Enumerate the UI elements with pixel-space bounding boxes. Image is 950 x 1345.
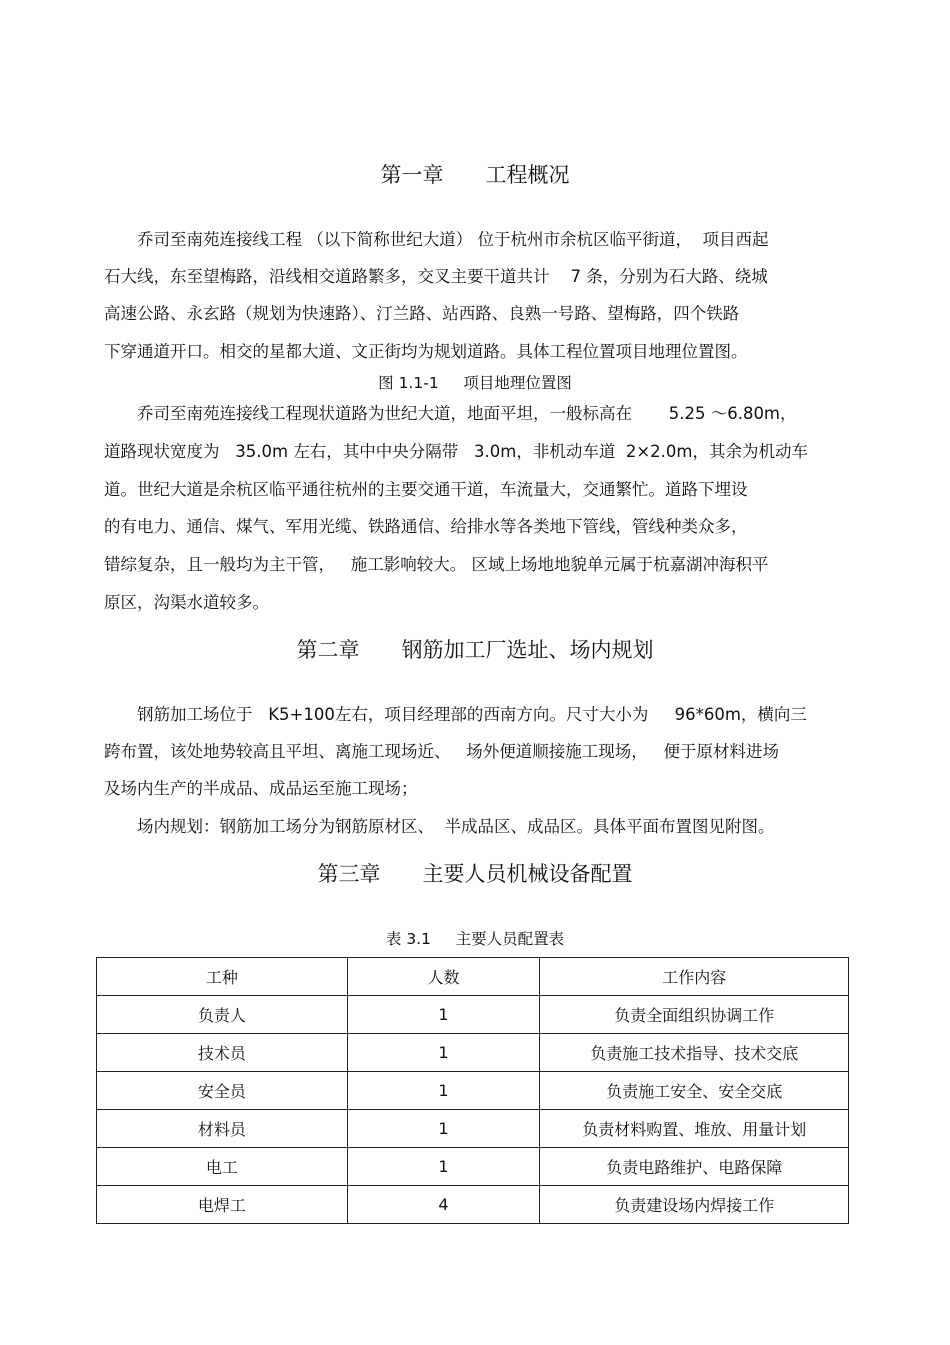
header-duty: 工作内容	[540, 958, 849, 996]
cell-count: 1	[347, 996, 540, 1034]
table-header-row	[97, 958, 849, 996]
cell-job: 技术员	[97, 1034, 348, 1072]
cell-duty: 负责施工技术指导、技术交底	[540, 1034, 849, 1072]
table-row	[97, 1072, 849, 1110]
paragraph-line: 原区，沟渠水道较多。	[104, 593, 269, 612]
cell-job: 电焊工	[97, 1186, 348, 1224]
table-row	[97, 1186, 849, 1224]
table-row	[97, 996, 849, 1034]
table-row	[97, 1110, 849, 1148]
table-caption: 表 3.1 主要人员配置表	[385, 930, 565, 948]
paragraph-line: 的有电力、通信、煤气、军用光缆、铁路通信、给排水等各类地下管线，管线种类众多，	[104, 517, 748, 536]
cell-duty: 负责施工安全、安全交底	[540, 1072, 849, 1110]
table-row	[97, 1034, 849, 1072]
figure-caption: 图 1.1-1 项目地理位置图	[378, 374, 572, 392]
header-job: 工种	[97, 958, 348, 996]
paragraph-line: 及场内生产的半成品、成品运至施工现场；	[104, 779, 418, 798]
chapter-3-title: 第三章 主要人员机械设备配置	[317, 862, 633, 886]
paragraph-line: 跨布置，该处地势较高且平坦、离施工现场近、 场外便道顺接施工现场， 便于原材料进场	[104, 742, 779, 761]
header-count: 人数	[347, 958, 540, 996]
paragraph-line: 钢筋加工场位于 K5+100左右，项目经理部的西南方向。尺寸大小为 96*60m，横向三	[104, 705, 807, 724]
paragraph-line: 道。世纪大道是余杭区临平通往杭州的主要交通干道，车流量大，交通繁忙。道路下埋设	[104, 480, 748, 499]
paragraph-line: 石大线，东至望梅路，沿线相交道路繁多，交叉主要干道共计 7 条，分别为石大路、绕城	[104, 267, 768, 286]
paragraph-line: 场内规划：钢筋加工场分为钢筋原材区、 半成品区、成品区。具体平面布置图见附图。	[104, 817, 775, 836]
chapter-2-title: 第二章 钢筋加工厂选址、场内规划	[296, 638, 654, 662]
cell-count: 1	[347, 1034, 540, 1072]
table-row	[97, 1148, 849, 1186]
paragraph-line: 高速公路、永玄路（规划为快速路）、汀兰路、站西路、良熟一号路、望梅路，四个铁路	[104, 304, 740, 323]
cell-job: 安全员	[97, 1072, 348, 1110]
paragraph-line: 乔司至南苑连接线工程现状道路为世纪大道，地面平坦，一般标高在 5.25 ～6.80m，	[104, 404, 797, 423]
cell-count: 1	[347, 1072, 540, 1110]
paragraph-line: 乔司至南苑连接线工程 （以下简称世纪大道） 位于杭州市余杭区临平街道， 项目西起	[104, 230, 769, 249]
cell-duty: 负责建设场内焊接工作	[540, 1186, 849, 1224]
cell-count: 4	[347, 1186, 540, 1224]
cell-duty: 负责电路维护、电路保障	[540, 1148, 849, 1186]
staff-table	[96, 957, 849, 1224]
chapter-1-title: 第一章 工程概况	[380, 163, 570, 187]
cell-duty: 负责材料购置、堆放、用量计划	[540, 1110, 849, 1148]
cell-count: 1	[347, 1110, 540, 1148]
cell-job: 电工	[97, 1148, 348, 1186]
cell-count: 1	[347, 1148, 540, 1186]
paragraph-line: 错综复杂，且一般均为主干管， 施工影响较大。 区域上场地地貌单元属于杭嘉湖冲海积平	[104, 555, 769, 574]
cell-job: 材料员	[97, 1110, 348, 1148]
paragraph-line: 下穿通道开口。相交的星都大道、文正街均为规划道路。具体工程位置项目地理位置图。	[104, 342, 748, 361]
paragraph-line: 道路现状宽度为 35.0m 左右，其中中央分隔带 3.0m，非机动车道 2×2.0m，其余为机动车	[104, 442, 808, 461]
cell-duty: 负责全面组织协调工作	[540, 996, 849, 1034]
cell-job: 负责人	[97, 996, 348, 1034]
